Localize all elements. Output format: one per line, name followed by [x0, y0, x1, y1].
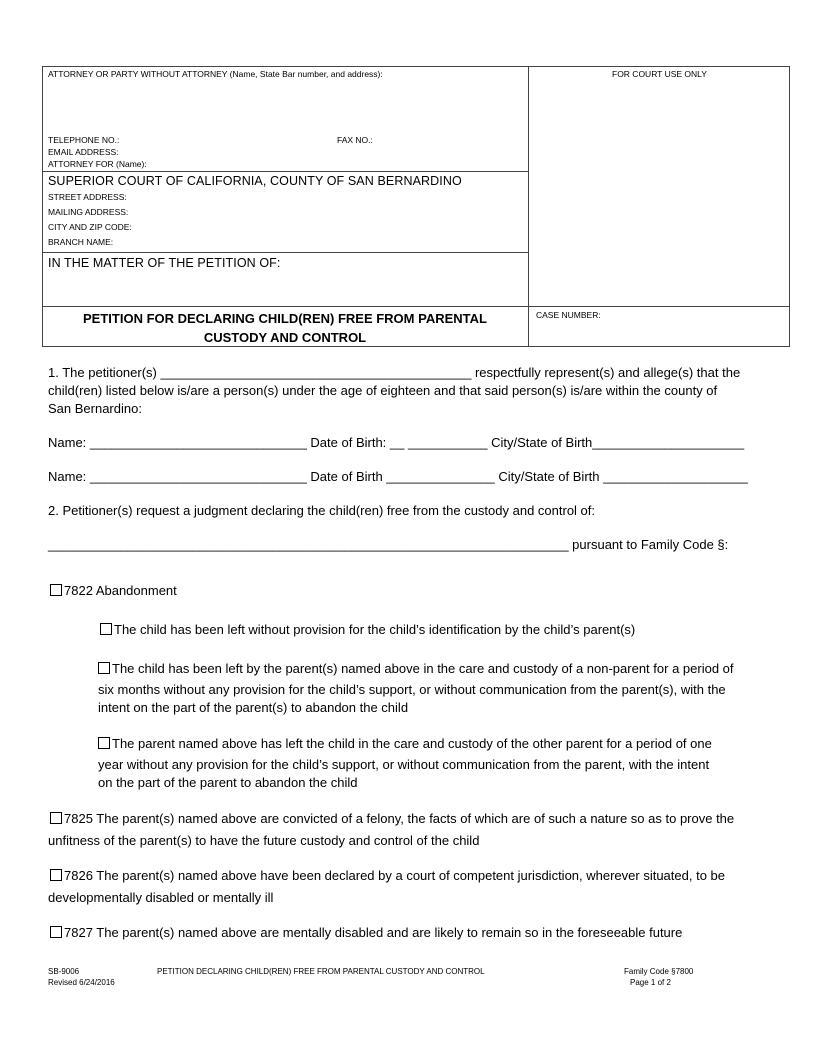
checkbox-7827[interactable]	[50, 926, 62, 938]
matter-label: IN THE MATTER OF THE PETITION OF:	[48, 256, 281, 270]
option-7825-line2: unfitness of the parent(s) to have the future custody and control of the child	[48, 833, 480, 848]
row-divider	[43, 252, 528, 253]
checkbox-7822[interactable]	[50, 584, 62, 596]
option-7826-line2: developmentally disabled or mentally ill	[48, 890, 274, 905]
court-name: SUPERIOR COURT OF CALIFORNIA, COUNTY OF SAN BERNARDINO	[48, 174, 462, 188]
section1-line3: San Bernardino:	[48, 401, 142, 416]
option-7827-line1: 7827 The parent(s) named above are mentally disabled and are likely to remain so in the foreseeable future	[64, 925, 683, 940]
email-label: EMAIL ADDRESS:	[48, 147, 119, 157]
section1-line1: 1. The petitioner(s) ___________________________________________ respectfully represent(s) and allege(s) that the	[48, 365, 741, 380]
caption-table	[42, 66, 790, 347]
form-title	[44, 309, 526, 347]
child-row-2: Name: ______________________________ Date of Birth _______________ City/State of Birth ____________________	[48, 469, 748, 484]
option-7822-sub2-line1: The child has been left by the parent(s) named above in the care and custody of a non-parent for a period of	[112, 661, 734, 676]
checkbox-7825[interactable]	[50, 812, 62, 824]
option-7822-sub3	[98, 735, 712, 792]
option-7822-sub1	[100, 621, 635, 639]
option-7822-sub3-line2: year without any provision for the child’s support, or without communication from the parent, with the intent	[98, 757, 710, 772]
checkbox-7826[interactable]	[50, 869, 62, 881]
footer-page: Page 1 of 2	[630, 978, 671, 987]
checkbox-7822-sub2[interactable]	[98, 662, 110, 674]
street-address-label: STREET ADDRESS:	[48, 192, 127, 202]
form-title-line2: CUSTODY AND CONTROL	[203, 330, 367, 345]
option-7822-sub2-line3: intent on the part of the parent(s) to abandon the child	[98, 700, 409, 715]
case-number-label: CASE NUMBER:	[536, 310, 601, 320]
form-title-line1: PETITION FOR DECLARING CHILD(REN) FREE FROM PARENTAL	[83, 311, 487, 326]
branch-name-label: BRANCH NAME:	[48, 237, 114, 247]
option-7822	[50, 582, 177, 600]
footer-revised: Revised 6/24/2016	[48, 978, 115, 987]
option-7825	[50, 810, 734, 850]
checkbox-7822-sub1[interactable]	[100, 623, 112, 635]
city-zip-label: CITY AND ZIP CODE:	[48, 222, 132, 232]
section2-line1: 2. Petitioner(s) request a judgment declaring the child(ren) free from the custody and control of:	[48, 503, 596, 518]
footer-code: Family Code §7800	[624, 967, 694, 976]
section2-line2: ________________________________________________________________________ pursuant to Family Code §:	[48, 537, 729, 552]
attorney-label: ATTORNEY OR PARTY WITHOUT ATTORNEY (Name, State Bar number, and address):	[48, 69, 383, 79]
mailing-address-label: MAILING ADDRESS:	[48, 207, 129, 217]
footer-form-title: PETITION DECLARING CHILD(REN) FREE FROM PARENTAL CUSTODY AND CONTROL	[157, 967, 485, 976]
footer-form-number: SB-9006	[48, 967, 80, 976]
option-7825-line1: 7825 The parent(s) named above are convicted of a felony, the facts of which are of such a nature so as to prove the	[64, 811, 735, 826]
child-row-1: Name: ______________________________ Date of Birth: __ ___________ City/State of Birth_____________________	[48, 435, 745, 450]
column-divider	[528, 67, 529, 346]
option-7826-line1: 7826 The parent(s) named above have been declared by a court of competent jurisdiction, wherever situated, to be	[64, 868, 725, 883]
option-7822-sub3-line3: on the part of the parent to abandon the child	[98, 775, 358, 790]
attorney-for-label: ATTORNEY FOR (Name):	[48, 159, 147, 169]
row-divider	[43, 171, 528, 172]
option-7822-sub1-label: The child has been left without provision for the child’s identification by the child’s parent(s)	[114, 622, 636, 637]
court-use-label: FOR COURT USE ONLY	[612, 69, 707, 79]
row-divider	[43, 306, 789, 307]
checkbox-7822-sub3[interactable]	[98, 737, 110, 749]
option-7822-sub2-line2: six months without any provision for the child’s support, or without communication from the parent(s), with the	[98, 682, 726, 697]
section1-line2: child(ren) listed below is/are a person(s) under the age of eighteen and that said person(s) is/are within the county of	[48, 383, 718, 398]
option-7827	[50, 924, 682, 942]
option-7822-label: 7822 Abandonment	[64, 583, 177, 598]
telephone-label: TELEPHONE NO.:	[48, 135, 120, 145]
option-7822-sub3-line1: The parent named above has left the child in the care and custody of the other parent for a period of one	[112, 736, 712, 751]
fax-label: FAX NO.:	[337, 135, 373, 145]
option-7826	[50, 867, 725, 907]
option-7822-sub2	[98, 660, 734, 717]
